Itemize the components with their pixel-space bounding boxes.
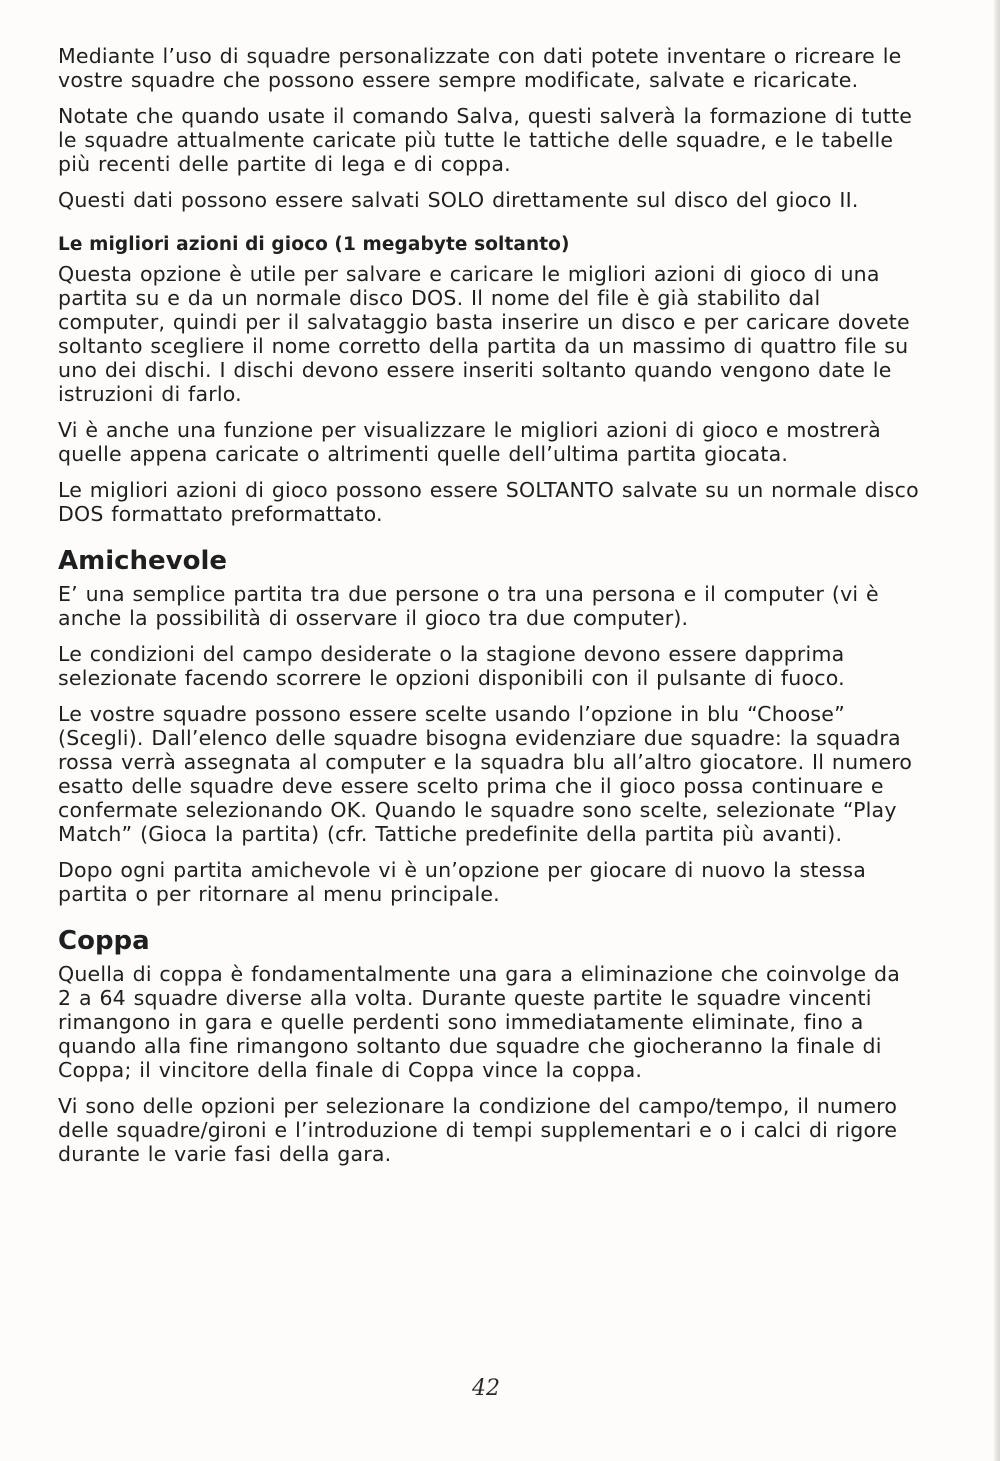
amichevole-paragraph-2: Le condizioni del campo desiderate o la stagione devono essere dapprima selezionate facendo scorrere le opzioni disponibili con il pulsante di fuoco.	[58, 642, 845, 690]
highlights-paragraph-3: Le migliori azioni di gioco possono essere SOLTANTO salvate su un normale disco DOS formattato preformattato.	[58, 478, 919, 526]
intro-paragraph-1: Mediante l’uso di squadre personalizzate con dati potete inventare o ricreare le vostre squadre che possono essere sempre modificate, salvate e ricaricate.	[58, 44, 902, 92]
amichevole-paragraph-4: Dopo ogni partita amichevole vi è un’opzione per giocare di nuovo la stessa partita o per ritornare al menu principale.	[58, 858, 866, 906]
coppa-paragraph-1: Quella di coppa è fondamentalmente una gara a eliminazione che coinvolge da 2 a 64 squadre diverse alla volta. Durante queste partite le squadre vincenti rimangono in gara e quelle perdenti sono immediatamente eliminate, fino a quando alla fine rimangono soltanto due squadre che giocheranno la finale di Coppa; il vincitore della finale di Coppa vince la coppa.	[58, 962, 900, 1082]
coppa-heading: Coppa	[58, 926, 150, 956]
highlights-heading: Le migliori azioni di gioco (1 megabyte soltanto)	[58, 234, 570, 255]
highlights-paragraph-2: Vi è anche una funzione per visualizzare le migliori azioni di gioco e mostrerà quelle appena caricate o altrimenti quelle dell’ultima partita giocata.	[58, 418, 881, 466]
intro-paragraph-2: Notate che quando usate il comando Salva, questi salverà la formazione di tutte le squadre attualmente caricate più tutte le tattiche delle squadre, e le tabelle più recenti delle partite di lega e di coppa.	[58, 104, 913, 176]
amichevole-paragraph-1: E’ una semplice partita tra due persone o tra una persona e il computer (vi è anche la possibilità di osservare il gioco tra due computer).	[58, 582, 879, 630]
amichevole-heading: Amichevole	[58, 546, 228, 576]
intro-paragraph-3: Questi dati possono essere salvati SOLO direttamente sul disco del gioco II.	[58, 188, 859, 212]
page-content	[58, 44, 920, 1178]
page-number: 42	[472, 1376, 500, 1401]
coppa-paragraph-2: Vi sono delle opzioni per selezionare la condizione del campo/tempo, il numero delle squadre/gironi e l’introduzione di tempi supplementari e o i calci di rigore durante le varie fasi della gara.	[58, 1094, 898, 1166]
page-edge-shadow	[994, 0, 1000, 1461]
highlights-paragraph-1: Questa opzione è utile per salvare e caricare le migliori azioni di gioco di una partita su e da un normale disco DOS. Il nome del file è già stabilito dal computer, quindi per il salvataggio basta inserire un disco e per caricare dovete soltanto scegliere il nome corretto della partita da un massimo di quattro file su uno dei dischi. I dischi devono essere inseriti soltanto quando vengono date le istruzioni di farlo.	[58, 262, 910, 406]
amichevole-paragraph-3: Le vostre squadre possono essere scelte usando l’opzione in blu “Choose” (Scegli). Dall’elenco delle squadre bisogna evidenziare due squadre: la squadra rossa verrà assegnata al computer e la squadra blu all’altro giocatore. Il numero esatto delle squadre deve essere scelto prima che il gioco possa continuare e confermate selezionando OK. Quando le squadre sono scelte, selezionate “Play Match” (Gioca la partita) (cfr. Tattiche predefinite della partita più avanti).	[58, 702, 913, 846]
